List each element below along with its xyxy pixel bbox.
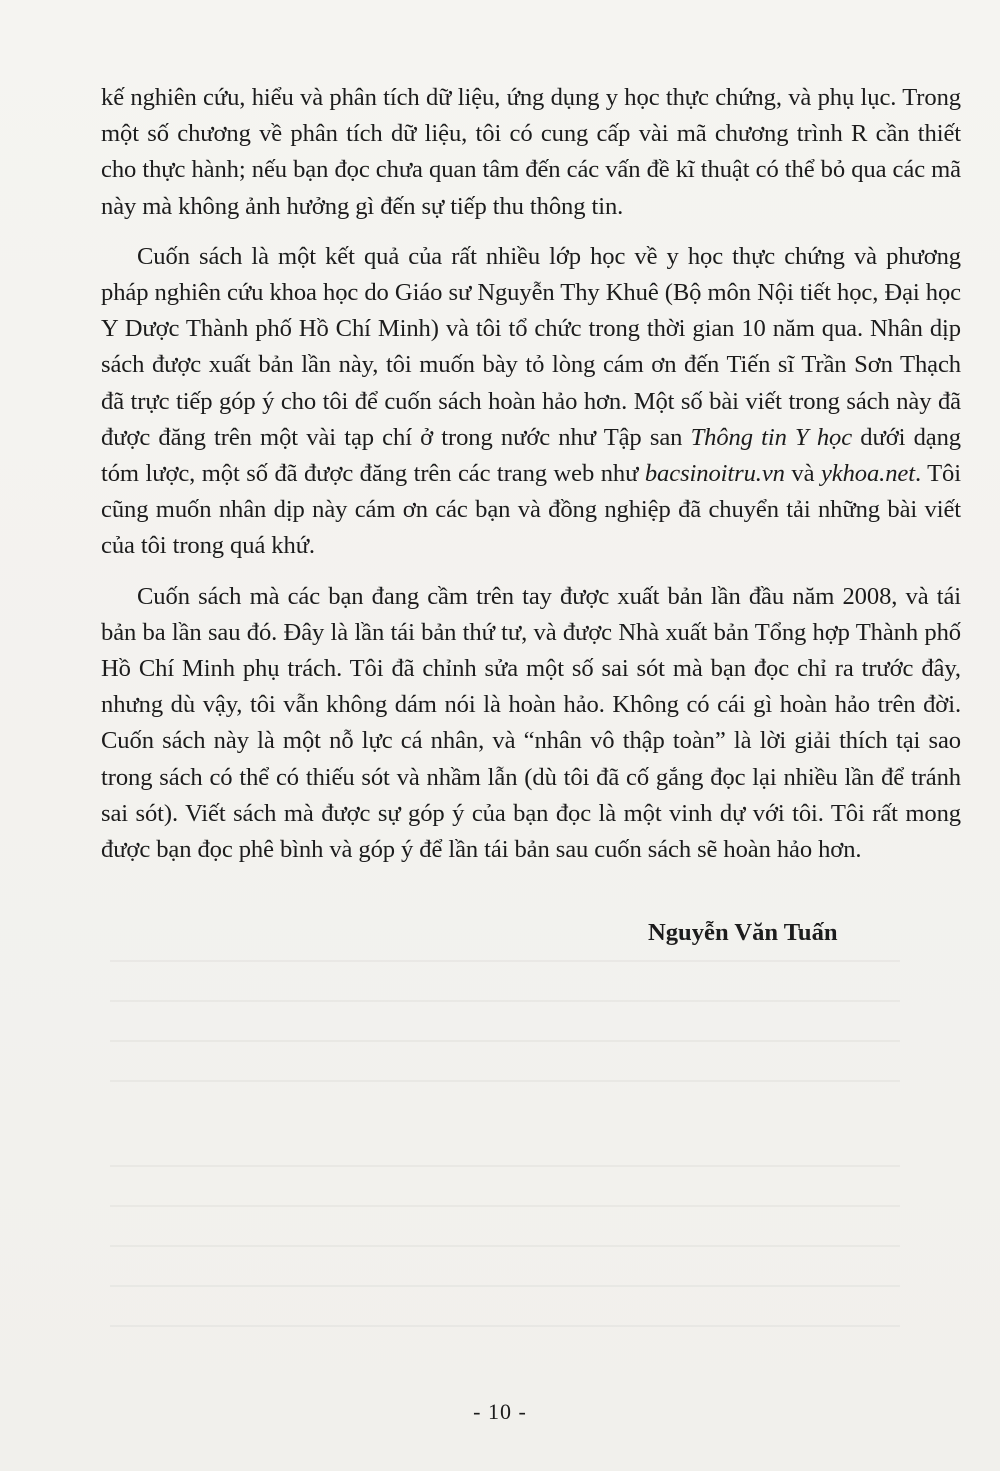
- bleed-through-line: [110, 1205, 900, 1207]
- text-run: Cuốn sách là một kết quả của rất nhiều lớp học về y học thực chứng và phương pháp nghiên cứu khoa học do Giáo sư Nguyễn Thy Khuê (Bộ môn Nội tiết học, Đại học Y Dược Thành phố Hồ Chí Minh) và tôi tổ chức trong thời gian 10 năm qua. Nhân dịp sách được xuất bản lần này, tôi muốn bày tỏ lòng cám ơn đến Tiến sĩ Trần Sơn Thạch đã trực tiếp góp ý cho tôi để cuốn sách hoàn hảo hơn. Một số bài viết trong sách này đã được đăng trên một vài tạp chí ở trong nước như Tập san: [101, 242, 961, 451]
- paragraph: [101, 579, 961, 869]
- italic-text: ykhoa.net: [820, 460, 915, 488]
- text-run: Cuốn sách mà các bạn đang cầm trên tay được xuất bản lần đầu năm 2008, và tái bản ba lần sau đó. Đây là lần tái bản thứ tư, và được Nhà xuất bản Tổng hợp Thành phố Hồ Chí Minh phụ trách. Tôi đã chỉnh sửa một số sai sót mà bạn đọc chỉ ra trước đây, nhưng dù vậy, tôi vẫn không dám nói là hoàn hảo. Không có cái gì hoàn hảo trên đời. Cuốn sách này là một nỗ lực cá nhân, và “nhân vô thập toàn” là lời giải thích tại sao trong sách có thể có thiếu sót và nhầm lẫn (dù tôi đã cố gắng đọc lại nhiều lần để tránh sai sót). Viết sách mà được sự góp ý của bạn đọc là một vinh dự với tôi. Tôi rất mong được bạn đọc phê bình và góp ý để lần tái bản sau cuốn sách sẽ hoàn hảo hơn.: [101, 582, 961, 864]
- bleed-through-line: [110, 1285, 900, 1287]
- bleed-through-line: [110, 960, 900, 962]
- text-run: và: [784, 460, 821, 488]
- bleed-through-line: [110, 1165, 900, 1167]
- bleed-through-line: [110, 1000, 900, 1002]
- bleed-through-line: [110, 1040, 900, 1042]
- bleed-through-line: [110, 1245, 900, 1247]
- italic-text: Thông tin Y học: [690, 423, 853, 451]
- paragraph: [101, 239, 961, 565]
- author-signature: Nguyễn Văn Tuấn: [648, 919, 838, 946]
- text-run: dưới dạng tóm lược, một số đã được đăng trên các trang web như: [101, 423, 961, 488]
- paragraph-container: [101, 80, 961, 868]
- text-run: . Tôi cũng muốn nhân dịp này cám ơn các bạn và đồng nghiệp đã chuyển tải những bài viết của tôi trong quá khứ.: [101, 460, 961, 560]
- page-number: - 10 -: [473, 1399, 527, 1424]
- italic-text: bacsinoitru.vn: [644, 460, 785, 488]
- paragraph: [101, 80, 961, 225]
- bleed-through-line: [110, 1080, 900, 1082]
- body-text: [101, 80, 961, 882]
- bleed-through-line: [110, 1325, 900, 1327]
- text-run: kế nghiên cứu, hiểu và phân tích dữ liệu, ứng dụng y học thực chứng, và phụ lục. Trong một số chương về phân tích dữ liệu, tôi có cung cấp vài mã chương trình R cần thiết cho thực hành; nếu bạn đọc chưa quan tâm đến các vấn đề kĩ thuật có thể bỏ qua các mã này mà không ảnh hưởng gì đến sự tiếp thu thông tin.: [101, 84, 961, 220]
